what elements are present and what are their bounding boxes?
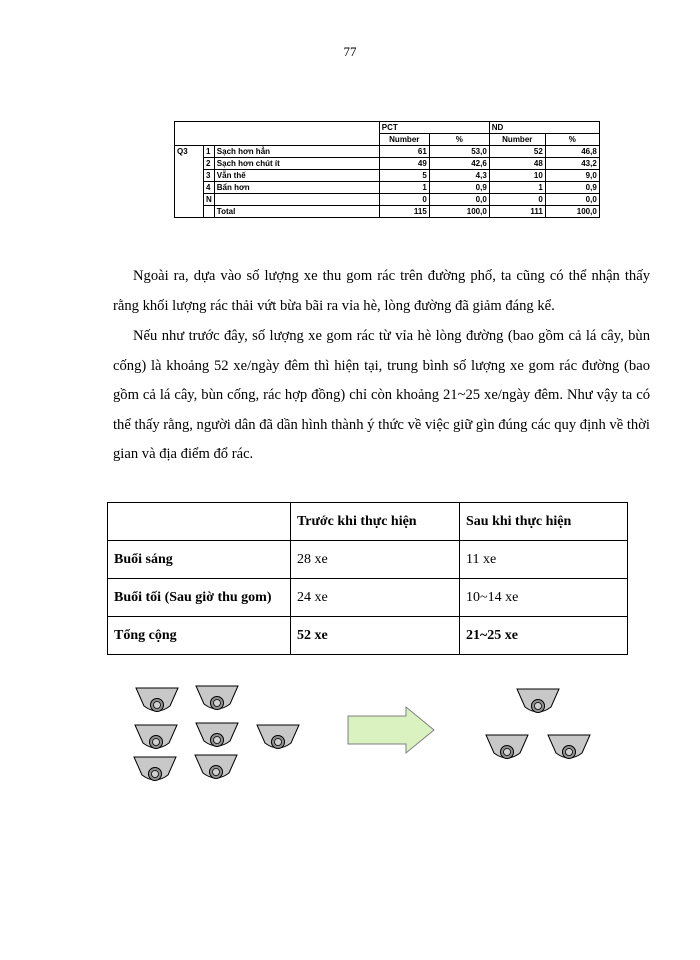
- compare-row-label: Buổi tối (Sau giờ thu gom): [108, 579, 291, 617]
- survey-row-code: N: [204, 194, 215, 206]
- compare-cell: 10~14 xe: [460, 579, 628, 617]
- waste-bin-icon: [257, 725, 299, 749]
- survey-row-label: Sạch hơn chút ít: [214, 158, 379, 170]
- survey-sub-header: Number: [379, 134, 429, 146]
- compare-row-label: Buổi sáng: [108, 541, 291, 579]
- compare-cell: 52 xe: [291, 617, 460, 655]
- survey-cell: 0,0: [545, 194, 599, 206]
- waste-bin-icon: [196, 723, 238, 747]
- survey-row-code: 3: [204, 170, 215, 182]
- survey-row-label: Bẩn hơn: [214, 182, 379, 194]
- waste-bin-icon: [195, 755, 237, 779]
- survey-cell: 43,2: [545, 158, 599, 170]
- survey-sub-header: %: [429, 134, 489, 146]
- survey-cell: 10: [489, 170, 545, 182]
- survey-cell: 61: [379, 146, 429, 158]
- survey-cell: 100,0: [429, 206, 489, 218]
- survey-sub-header: Number: [489, 134, 545, 146]
- survey-question-label: Q3: [175, 146, 204, 218]
- survey-total-label: Total: [214, 206, 379, 218]
- survey-sub-header: %: [545, 134, 599, 146]
- survey-cell: 46,8: [545, 146, 599, 158]
- survey-cell: 52: [489, 146, 545, 158]
- survey-cell: 42,6: [429, 158, 489, 170]
- waste-bin-icon: [196, 686, 238, 710]
- survey-cell: 49: [379, 158, 429, 170]
- survey-cell: 0,9: [429, 182, 489, 194]
- survey-row-code: 1: [204, 146, 215, 158]
- survey-cell: 4,3: [429, 170, 489, 182]
- survey-cell: 48: [489, 158, 545, 170]
- survey-row-code: 4: [204, 182, 215, 194]
- waste-bin-icon: [134, 757, 176, 781]
- waste-bin-icon: [136, 688, 178, 712]
- survey-row-label: Vẫn thế: [214, 170, 379, 182]
- survey-cell: 0,9: [545, 182, 599, 194]
- survey-cell: 5: [379, 170, 429, 182]
- survey-cell: 1: [489, 182, 545, 194]
- survey-cell: 0,0: [429, 194, 489, 206]
- survey-group-header: ND: [489, 122, 599, 134]
- waste-bin-icon: [548, 735, 590, 759]
- survey-cell: 100,0: [545, 206, 599, 218]
- survey-cell: 115: [379, 206, 429, 218]
- survey-cell: 111: [489, 206, 545, 218]
- survey-cell: 0: [489, 194, 545, 206]
- survey-cell: 9,0: [545, 170, 599, 182]
- compare-cell: 24 xe: [291, 579, 460, 617]
- survey-row-label: Sạch hơn hẳn: [214, 146, 379, 158]
- compare-cell: 21~25 xe: [460, 617, 628, 655]
- survey-row-code: 2: [204, 158, 215, 170]
- compare-row-label: Tổng cộng: [108, 617, 291, 655]
- survey-cell: 53,0: [429, 146, 489, 158]
- survey-group-header: PCT: [379, 122, 489, 134]
- survey-cell: 1: [379, 182, 429, 194]
- compare-cell: 28 xe: [291, 541, 460, 579]
- waste-bin-icon: [517, 689, 559, 713]
- compare-header: Sau khi thực hiện: [460, 503, 628, 541]
- body-paragraph: Nếu như trước đây, số lượng xe gom rác từ vỉa hè lòng đường (bao gồm cả lá cây, bùn cống) là khoảng 52 xe/ngày đêm thì hiện tại, trung bình số lượng xe gom rác đường (bao gồm cả lá cây, bùn cống, rác hợp đồng) chỉ còn khoảng 21~25 xe/ngày đêm. Như vậy ta có thể thấy rằng, người dân đã dần hình thành ý thức về việc giữ gìn đúng các quy định về thời gian và địa điểm đổ rác.: [113, 328, 650, 462]
- page-number: 77: [343, 44, 357, 59]
- body-paragraph: Ngoài ra, dựa vào số lượng xe thu gom rác trên đường phố, ta cũng có thể nhận thấy rằng khối lượng rác thải vứt bừa bãi ra vỉa hè, lòng đường đã giảm đáng kể.: [113, 268, 650, 314]
- survey-cell: 0: [379, 194, 429, 206]
- compare-cell: 11 xe: [460, 541, 628, 579]
- arrow-right-icon: [348, 707, 434, 753]
- waste-bin-icon: [135, 725, 177, 749]
- waste-bin-icon: [486, 735, 528, 759]
- compare-header: Trước khi thực hiện: [291, 503, 460, 541]
